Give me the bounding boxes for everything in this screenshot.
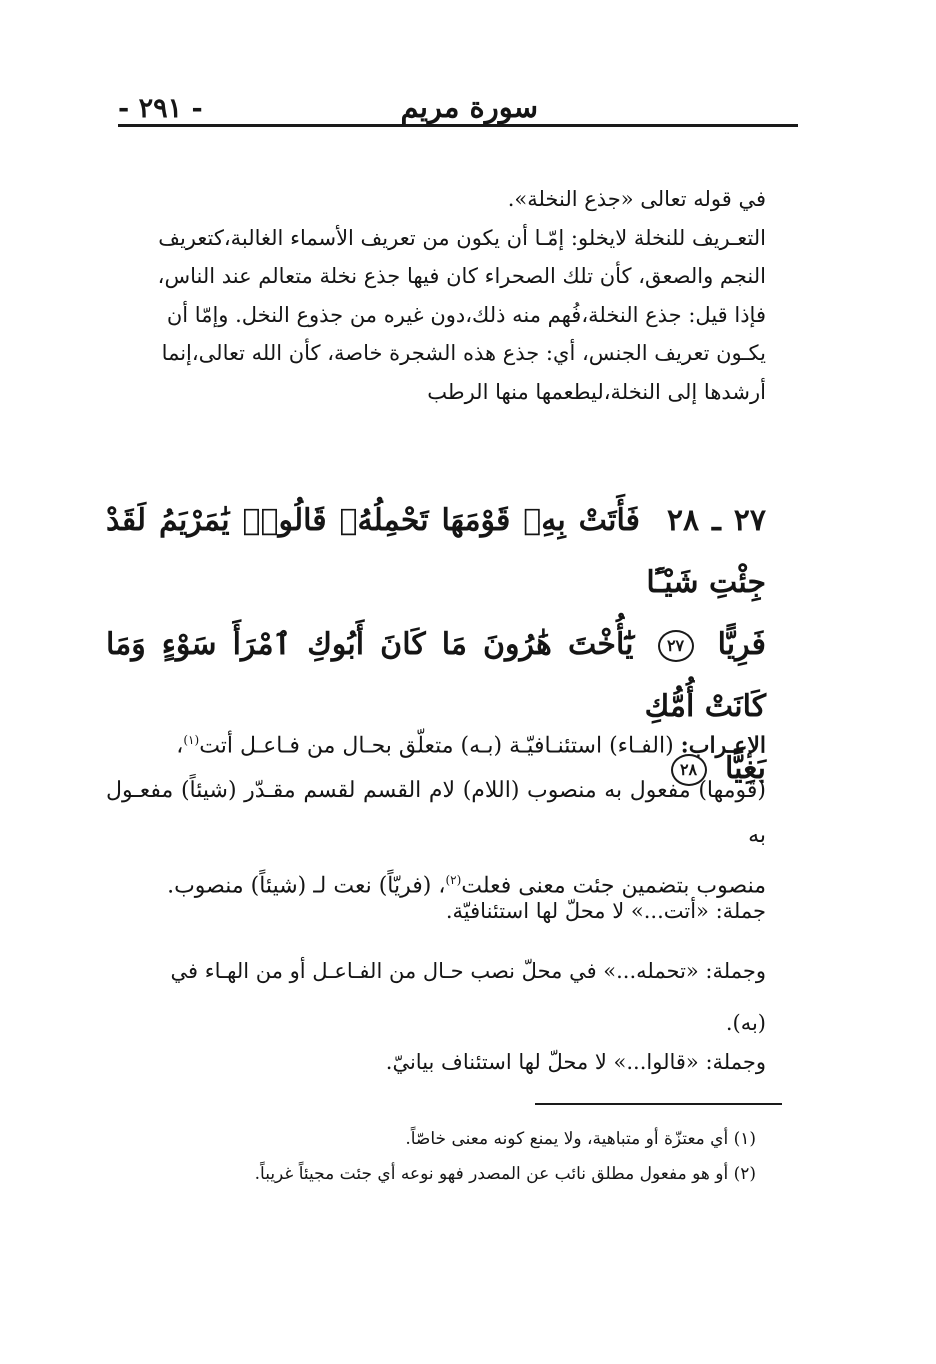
verse-range: ٢٧ ـ ٢٨: [666, 503, 766, 538]
irab-line: (قومها) مفعول به منصوب (اللام) لام القسم لقسم مقـدّر (شيئاً) مفعـول به: [106, 778, 766, 849]
page-number: - ٢٩١ -: [118, 93, 203, 124]
sentence-analysis-3: [136, 1043, 766, 1081]
sentence-analysis-1: [136, 892, 766, 930]
footnote-2: (٢) أو هو مفعول مطلق نائب عن المصدر فهو نوعه أي جئت مجيئاً غريباً.: [254, 1164, 756, 1184]
sentence-line: وجملة: «تحمله...» في محلّ نصب حـال من الفـاعـل أو من الهـاء في: [170, 959, 766, 983]
footnote-1: (١) أي معتزّة أو متباهية، ولا يمنع كونه معنى خاصّاً.: [405, 1129, 756, 1149]
surah-title: سورة مريم: [400, 90, 538, 124]
quran-text: فَأَتَتْ بِهِۦ قَوْمَهَا تَحْمِلُهُۥ قَالُوا۟ يَٰمَرْيَمُ لَقَدْ جِئْتِ شَيْـًٔا: [106, 503, 766, 600]
quran-text: يَٰٓأُخْتَ هَٰرُونَ مَا كَانَ أَبُوكِ ٱمْرَأَ سَوْءٍ وَمَا كَانَتْ أُمُّكِ: [106, 627, 766, 724]
quran-line-1: [106, 490, 766, 614]
irab-text: ، (فريّاً) نعت لـ (شيئاً) منصوب.: [167, 873, 446, 899]
irab-line: [106, 718, 766, 768]
ayah-number-marker: ٢٧: [658, 630, 694, 662]
intro-line: في قوله تعالى «جذع النخلة».: [507, 187, 766, 211]
footnote-ref: (٢): [445, 873, 462, 888]
quran-text: فَرِيًّا: [717, 627, 766, 662]
sentence-analysis-2: [136, 952, 766, 1042]
irab-paragraph: [106, 718, 766, 909]
header-rule: [118, 124, 798, 127]
footnotes: [136, 1122, 756, 1192]
intro-line: فإذا قيل: جذع النخلة،فُهم منه ذلك،دون غيره من جذوع النخل. وإمّا أن: [166, 302, 766, 327]
intro-line: أرشدها إلى النخلة،ليطعمها منها الرطب: [427, 379, 766, 404]
page-header: [118, 80, 798, 124]
intro-line: يكـون تعريف الجنس، أي: جذع هذه الشجرة خاصة، كأن الله تعالى،إنما: [161, 341, 766, 365]
quran-text: بَغِيًّا: [724, 751, 766, 786]
sentence-line: (به).: [725, 1011, 766, 1035]
intro-paragraph: [106, 180, 766, 411]
intro-line: التعـريف للنخلة لايخلو: إمّـا أن يكون من تعريف الأسماء الغالبة،كتعريف: [158, 225, 766, 250]
irab-text: منصوب بتضمين جئت معنى فعلت: [461, 873, 766, 899]
irab-text: ،: [176, 733, 184, 759]
sentence-line: جملة: «أتت...» لا محلّ لها استئنافيّة.: [445, 899, 766, 923]
ayah-number-marker: ٢٨: [671, 754, 707, 786]
sentence-line: وجملة: «قالوا...» لا محلّ لها استئناف بيانيّ.: [385, 1050, 766, 1074]
intro-line: النجم والصعق، كأن تلك الصحراء كان فيها جذع نخلة متعالم عند الناس،: [157, 264, 766, 288]
footnote-divider: [535, 1103, 782, 1105]
footnote-ref: (١): [183, 733, 200, 747]
irab-label: الإعـراب:: [680, 732, 766, 759]
irab-text: (الفـاء) استئنـافيّـة (بـه) متعلّق بحـال من فـاعـل أتت: [199, 733, 674, 759]
